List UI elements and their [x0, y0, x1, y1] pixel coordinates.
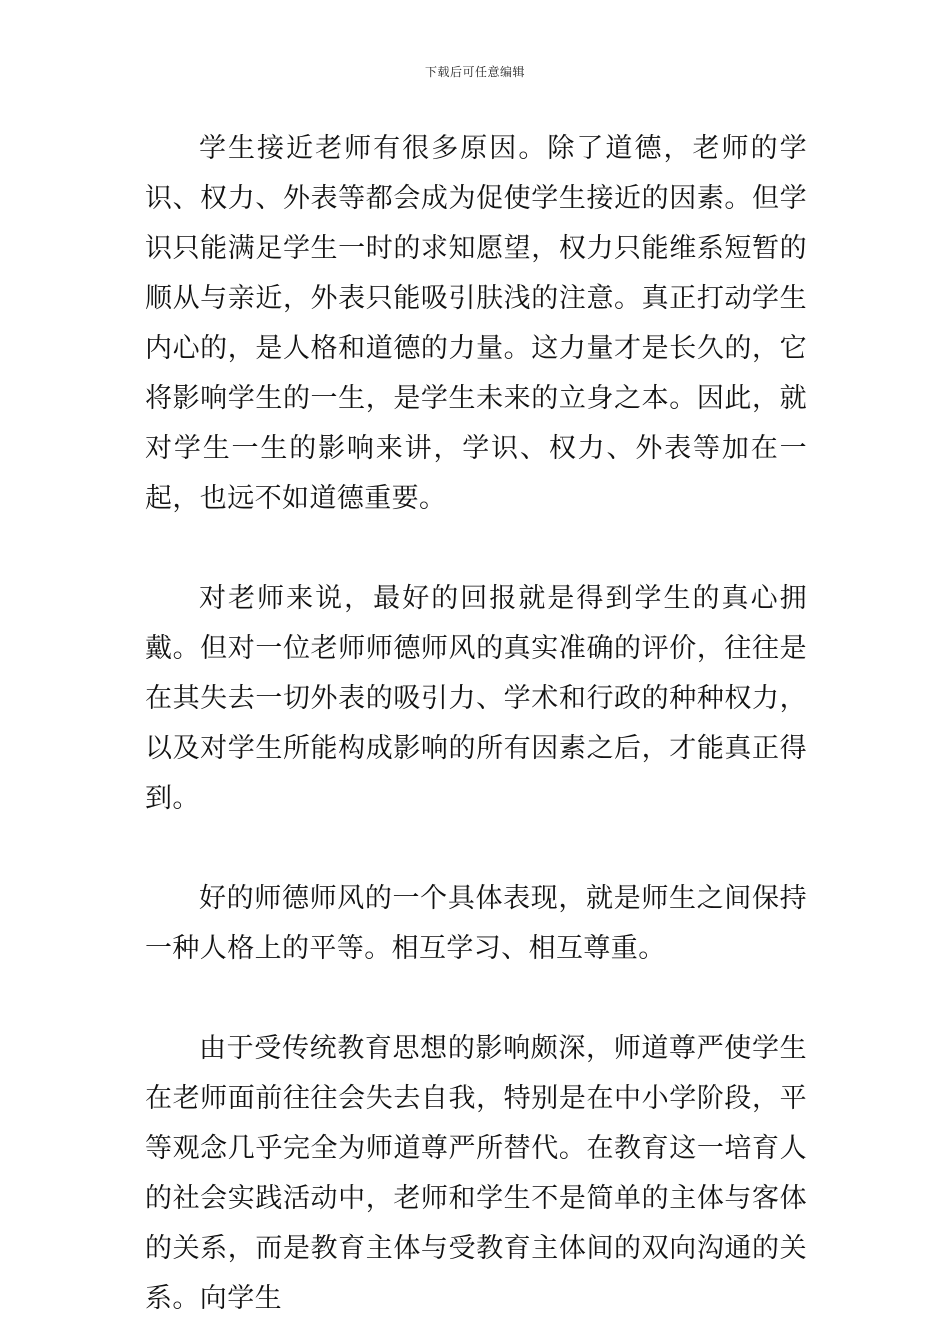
paragraph-4: 由于受传统教育思想的影响颇深，师道尊严使学生在老师面前往往会失去自我，特别是在中小学阶段，平等观念几乎完全为师道尊严所替代。在教育这一培育人的社会实践活动中，老师和学生不是简单的主体与客体的关系，而是教育主体与受教育主体间的双向沟通的关系。向学生 — [145, 1033, 807, 1314]
paragraph-3: 好的师德师风的一个具体表现，就是师生之间保持一种人格上的平等。相互学习、相互尊重。 — [145, 883, 807, 964]
document-body — [145, 124, 807, 1324]
paragraph-1: 学生接近老师有很多原因。除了道德，老师的学识、权力、外表等都会成为促使学生接近的因素。但学识只能满足学生一时的求知愿望，权力只能维系短暂的顺从与亲近，外表只能吸引肤浅的注意。真正打动学生内心的，是人格和道德的力量。这力量才是长久的，它将影响学生的一生，是学生未来的立身之本。因此，就对学生一生的影响来讲，学识、权力、外表等加在一起，也远不如道德重要。 — [145, 133, 807, 514]
paragraph-2: 对老师来说，最好的回报就是得到学生的真心拥戴。但对一位老师师德师风的真实准确的评价，往往是在其失去一切外表的吸引力、学术和行政的种种权力，以及对学生所能构成影响的所有因素之后，才能真正得到。 — [145, 583, 807, 814]
page-header: 下载后可任意编辑 — [424, 65, 525, 79]
